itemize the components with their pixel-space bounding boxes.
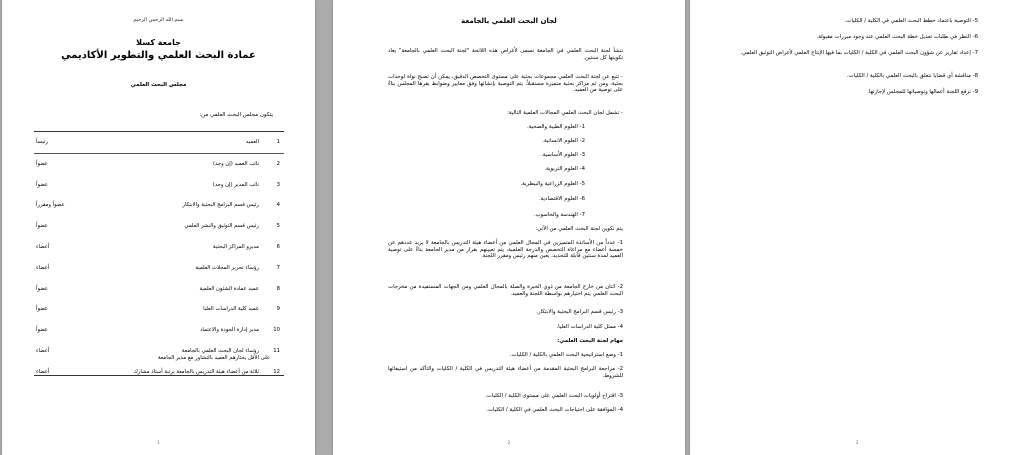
council-intro: يتكون مجلس البحث العلمي من:	[199, 112, 273, 118]
row-member: مديرو المراكز البحثية	[212, 243, 259, 250]
composition-item-1: 1- عدداً من الأساتذة المتميزين في المجال العلمي من أعضاء هيئة التدريس بالجامعة لا يزيد عددهم عن خمسة أعضاء مع مراعاة التخصص والدرجة العلمية، يتم تعيينهم بقرار من مدير الجامعة بناءً على توصية العميد لمدة سنتين قابلة للتجديد، يعين منهم رئيس ومقرر اللجنة.	[388, 240, 623, 260]
row-member: عميد عمادة الشئون العلمية	[199, 285, 259, 292]
committees-title: لجان البحث العلمي بالجامعة	[461, 17, 557, 25]
table-note: على الأقل يختارهم العميد بالتشاور مع مدير الجامعة	[158, 355, 270, 361]
page-number: 1	[157, 440, 160, 445]
table-bottom-rule	[34, 375, 284, 376]
table-row	[34, 154, 284, 175]
row-role: أعضاء	[36, 264, 50, 271]
task-item-3: 3- اقتراح أولويات البحث العلمي على مستوى الكلية / الكليات.	[485, 393, 623, 399]
table-row	[34, 175, 284, 196]
row-member: رئيس قسم البرامج البحثية والابتكار	[182, 202, 259, 209]
composition-item-4: 4- ممثل كلية الدراسات العليا.	[556, 324, 623, 330]
list-item: 2- العلوم الانسانية.	[542, 138, 585, 144]
task-item-2: 2- مراجعة البرامج البحثية المقدمة من أعضاء هيئة التدريس في الكلية / الكليات والتأكد من استيفائها للشروط.	[388, 366, 623, 379]
list-item: 3- العلوم الأساسية.	[541, 152, 585, 158]
tasks-title: مهام لجنة البحث العلمي:	[557, 338, 623, 344]
council-title: مجلس البحث العلمي	[130, 82, 187, 88]
composition-item-3: 3- رئيس قسم البرامج البحثية والابتكار.	[536, 309, 623, 315]
row-role: عضواً ومقرراً	[36, 202, 65, 209]
page-number: 2	[507, 440, 511, 445]
basmala-text: بسم الله الرحمن الرحيم	[133, 17, 184, 23]
row-role: أعضاء	[36, 368, 50, 375]
composition-item-2: 2- اثنان من خارج الجامعة من ذوي الخبرة والصلة بالمجال العلمي ومن الجهات المستفيدة من مخرجات البحث العلمي يتم اختيارهم بواسطة اللجنة والعميد.	[388, 284, 623, 297]
row-number: 2	[276, 160, 280, 167]
row-member: نائب المدير (إن وجد)	[212, 181, 259, 188]
task-item-9: 9- ترفع اللجنة أعمالها وتوصياتها للمجلس لإجازتها.	[867, 89, 978, 95]
row-member: رؤساء لجان البحث العلمي بالجامعة	[181, 347, 259, 354]
task-item-6: 6- النظر في طلبات تعديل خطة البحث العلمي عند وجود مبررات مقبولة.	[816, 34, 978, 40]
row-member: رئيس قسم التوثيق والنشر العلمي	[184, 223, 259, 230]
row-role: عضواً	[36, 223, 48, 230]
row-member: العميد	[245, 139, 259, 145]
row-member: رؤساء تحرير المجلات العلمية	[195, 264, 259, 271]
list-item: 7- الهندسة والحاسوب.	[533, 212, 585, 218]
deanship-title: عمادة البحث العلمي والتطوير الأكاديمي	[61, 50, 256, 61]
table-row	[34, 195, 284, 216]
row-member: عميد كلية الدراسات العليا	[203, 306, 259, 313]
list-item: 4- العلوم التربوية.	[544, 166, 585, 172]
paragraph-establishment: تنشأ لجنة البحث العلمي في الجامعة تسمى لأغراض هذه اللائحة "لجنة البحث العلمي بالجامعة" يعاد تكوينها كل سنتين.	[388, 48, 623, 61]
row-number: 3	[276, 181, 280, 188]
row-number: 7	[276, 264, 280, 271]
row-role: أعضاء	[36, 243, 50, 250]
row-role: عضواً	[36, 160, 48, 167]
document-page-3	[690, 0, 1024, 455]
row-number: 4	[276, 202, 280, 209]
table-row	[34, 362, 284, 383]
list-item: 6- العلوم الاقتصادية.	[538, 196, 585, 202]
table-row	[34, 132, 284, 154]
page-number: 3	[855, 440, 859, 445]
task-item-8: 8- مناقشة أي قضايا تتعلق بالبحث العلمي بالكلية / الكليات.	[846, 73, 978, 79]
document-page-2	[333, 0, 685, 455]
row-role: أعضاء	[36, 347, 50, 354]
row-member: نائب العميد (إن وجد)	[212, 160, 259, 167]
row-number: 11	[273, 347, 280, 354]
task-item-1: 1- وضع استراتيجية البحث العلمي بالكلية / الكليات.	[509, 352, 623, 358]
document-page-1	[2, 0, 315, 455]
paragraph-research-groups: - تتبع عن لجنة البحث العلمي مجموعات بحثية على مستوى التخصص الدقيق، يمكن أن تصبح نواة لوحدات بحثية، ومن ثم مراكز بحثية متميزة مستقبلاً، يتم التوصية بإنشائها وفق معايير وضوابط يقرها المجلس بناءً على توصية من العميد.	[388, 74, 623, 94]
row-member: مدير إدارة الجودة والاعتماد	[200, 327, 259, 334]
university-name: جامعة كسلا	[136, 38, 181, 47]
table-row	[34, 258, 284, 279]
table-row	[34, 237, 284, 258]
task-item-5: 5- التوصية باعتماد خطط البحث العلمي في الكلية / الكليات.	[844, 18, 978, 24]
row-number: 10	[273, 327, 280, 334]
row-role: عضواً	[36, 306, 48, 313]
table-row	[34, 299, 284, 320]
paragraph-fields-intro: - تشمل لجان البحث العلمي المجالات العلمية التالية:	[507, 110, 623, 116]
list-item: 1- العلوم الطبية والصحية.	[526, 124, 585, 130]
row-role: رئيساً	[36, 139, 48, 145]
list-item: 5- العلوم الزراعية والبيطرية.	[520, 181, 585, 187]
row-number: 12	[273, 368, 280, 375]
table-row	[34, 279, 284, 300]
row-number: 9	[276, 306, 280, 313]
row-number: 8	[276, 285, 280, 292]
row-role: عضواً	[36, 327, 48, 334]
composition-intro: يتم تكوين لجنة البحث العلمي من الآتي:	[535, 226, 623, 232]
council-members-table	[34, 132, 284, 383]
table-row	[34, 216, 284, 237]
row-number: 5	[276, 223, 280, 230]
table-row	[34, 320, 284, 341]
row-member: ثلاثة من أعضاء هيئة التدريس بالجامعة برتبة أستاذ مشارك	[133, 368, 259, 375]
row-role: عضواً	[36, 181, 48, 188]
task-item-4: 4- الموافقة على احتياجات البحث العلمي في الكلية / الكليات.	[486, 407, 623, 413]
row-number: 1	[276, 139, 280, 145]
task-item-7: 7- إعداد تقارير عن شؤون البحث العلمي في الكلية / الكليات بما فيها الإنتاج العلمي لأغراض التوثيق العلمي.	[740, 50, 978, 56]
row-number: 6	[276, 243, 280, 250]
row-role: عضواً	[36, 285, 48, 292]
